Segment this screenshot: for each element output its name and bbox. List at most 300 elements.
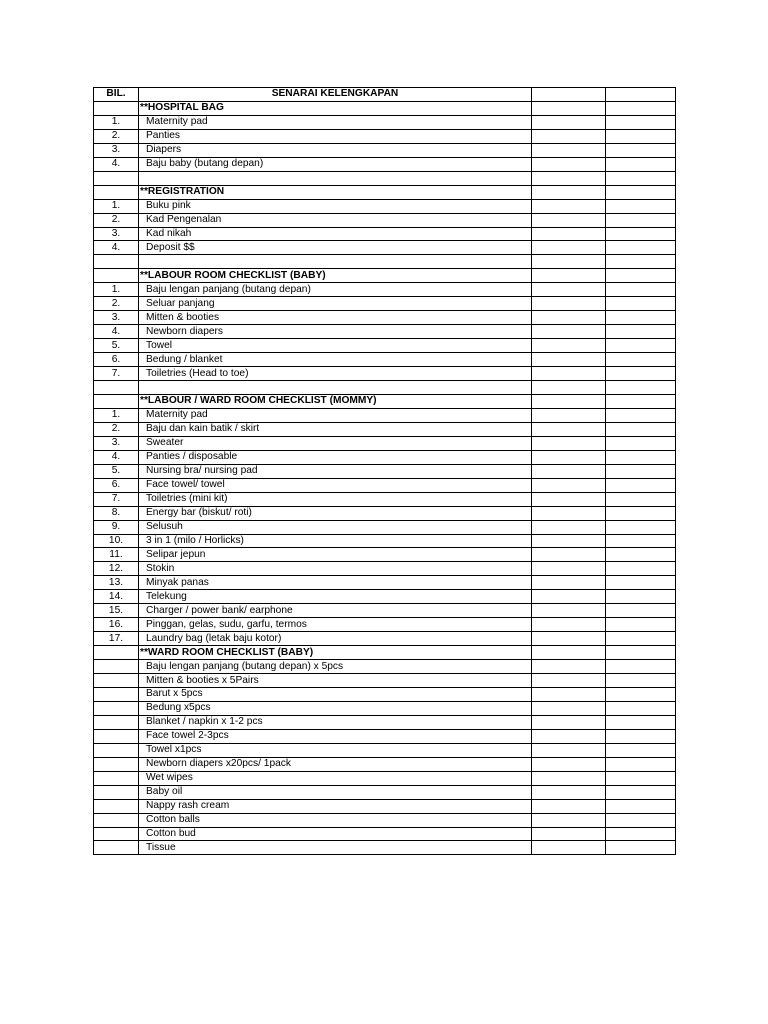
check-cell — [606, 687, 676, 701]
item-number — [94, 687, 139, 701]
item-text: Cotton balls — [146, 814, 200, 826]
section-title-cell — [139, 185, 532, 199]
blank-row — [94, 171, 676, 185]
item-number — [94, 715, 139, 729]
item-number: 6. — [94, 478, 139, 492]
check-cell — [532, 283, 606, 297]
item-text: Maternity pad — [146, 116, 208, 128]
check-cell — [606, 841, 676, 855]
section-title-cell — [139, 394, 532, 408]
check-cell — [606, 590, 676, 604]
check-cell — [606, 632, 676, 646]
blank-cell — [94, 255, 139, 269]
table-row — [94, 227, 676, 241]
item-text: Bedung x5pcs — [146, 702, 211, 714]
check-cell — [606, 297, 676, 311]
item-cell — [139, 729, 532, 743]
check-cell — [532, 115, 606, 129]
table-row — [94, 213, 676, 227]
check-cell — [532, 534, 606, 548]
check-cell — [606, 799, 676, 813]
item-cell — [139, 436, 532, 450]
header-check-column-2 — [606, 88, 676, 102]
check-cell — [532, 450, 606, 464]
table-row — [94, 813, 676, 827]
check-cell — [532, 674, 606, 688]
item-text: Selusuh — [146, 521, 183, 533]
item-text: Blanket / napkin x 1-2 pcs — [146, 716, 263, 728]
check-cell — [606, 729, 676, 743]
item-text: Deposit $$ — [146, 241, 195, 253]
table-row — [94, 506, 676, 520]
item-text: Maternity pad — [146, 409, 208, 421]
check-cell — [606, 757, 676, 771]
table-row — [94, 841, 676, 855]
check-cell — [532, 394, 606, 408]
check-cell — [532, 101, 606, 115]
item-text: Telekung — [146, 590, 187, 602]
check-cell — [606, 227, 676, 241]
check-cell — [532, 478, 606, 492]
check-cell — [532, 729, 606, 743]
section-row — [94, 646, 676, 660]
item-number: 6. — [94, 353, 139, 367]
check-cell — [606, 241, 676, 255]
item-number — [94, 841, 139, 855]
item-number: 8. — [94, 506, 139, 520]
check-cell — [532, 701, 606, 715]
item-cell — [139, 799, 532, 813]
item-cell — [139, 534, 532, 548]
check-cell — [532, 408, 606, 422]
table-row — [94, 115, 676, 129]
item-text: Buku pink — [146, 200, 191, 212]
check-cell — [532, 618, 606, 632]
item-text: Seluar panjang — [146, 297, 215, 309]
checklist-table — [93, 87, 676, 855]
check-cell — [532, 269, 606, 283]
item-text: Laundry bag (letak baju kotor) — [146, 632, 282, 644]
item-cell — [139, 143, 532, 157]
check-cell — [606, 115, 676, 129]
item-cell — [139, 660, 532, 674]
header-bil: BIL. — [94, 88, 139, 102]
item-cell — [139, 562, 532, 576]
table-row — [94, 632, 676, 646]
item-cell — [139, 213, 532, 227]
section-row — [94, 185, 676, 199]
check-cell — [532, 604, 606, 618]
item-cell — [139, 757, 532, 771]
section-bil-cell — [94, 646, 139, 660]
item-cell — [139, 129, 532, 143]
check-cell — [532, 353, 606, 367]
item-text: Minyak panas — [146, 576, 209, 588]
check-cell — [606, 674, 676, 688]
check-cell — [532, 743, 606, 757]
check-cell — [532, 576, 606, 590]
item-text: Kad Pengenalan — [146, 214, 222, 226]
check-cell — [606, 771, 676, 785]
check-cell — [532, 520, 606, 534]
blank-cell — [139, 171, 532, 185]
check-cell — [606, 143, 676, 157]
check-cell — [532, 590, 606, 604]
item-text: Baby oil — [146, 786, 183, 798]
check-cell — [606, 353, 676, 367]
item-cell — [139, 674, 532, 688]
check-cell — [532, 506, 606, 520]
check-cell — [606, 450, 676, 464]
check-cell — [606, 743, 676, 757]
check-cell — [532, 297, 606, 311]
blank-cell — [94, 171, 139, 185]
item-number — [94, 757, 139, 771]
check-cell — [606, 492, 676, 506]
section-title: **LABOUR / WARD ROOM CHECKLIST (MOMMY) — [140, 395, 377, 407]
item-cell — [139, 227, 532, 241]
check-cell — [532, 632, 606, 646]
table-row — [94, 729, 676, 743]
item-text: Cotton bud — [146, 827, 196, 839]
item-cell — [139, 590, 532, 604]
table-row — [94, 367, 676, 381]
item-number — [94, 743, 139, 757]
check-cell — [606, 701, 676, 715]
table-row — [94, 715, 676, 729]
table-row — [94, 590, 676, 604]
blank-row — [94, 381, 676, 395]
blank-cell — [532, 381, 606, 395]
item-number: 2. — [94, 422, 139, 436]
check-cell — [532, 827, 606, 841]
check-cell — [606, 213, 676, 227]
check-cell — [532, 157, 606, 171]
check-cell — [606, 534, 676, 548]
section-bil-cell — [94, 185, 139, 199]
check-cell — [532, 185, 606, 199]
item-number — [94, 771, 139, 785]
item-text: Selipar jepun — [146, 548, 206, 560]
check-cell — [606, 199, 676, 213]
item-number: 3. — [94, 311, 139, 325]
item-text: Bedung / blanket — [146, 353, 223, 365]
item-cell — [139, 743, 532, 757]
check-cell — [606, 548, 676, 562]
check-cell — [532, 464, 606, 478]
item-cell — [139, 353, 532, 367]
table-row — [94, 562, 676, 576]
check-cell — [606, 367, 676, 381]
table-row — [94, 757, 676, 771]
check-cell — [606, 325, 676, 339]
item-cell — [139, 492, 532, 506]
header-title: SENARAI KELENGKAPAN — [139, 88, 532, 102]
item-number — [94, 660, 139, 674]
section-bil-cell — [94, 269, 139, 283]
item-cell — [139, 478, 532, 492]
blank-row — [94, 255, 676, 269]
table-row — [94, 283, 676, 297]
item-number: 16. — [94, 618, 139, 632]
table-row — [94, 743, 676, 757]
item-number: 7. — [94, 492, 139, 506]
item-number — [94, 701, 139, 715]
item-cell — [139, 157, 532, 171]
blank-cell — [606, 381, 676, 395]
section-title-cell — [139, 646, 532, 660]
item-number: 13. — [94, 576, 139, 590]
check-cell — [606, 506, 676, 520]
item-text: Newborn diapers — [146, 325, 224, 337]
item-number: 17. — [94, 632, 139, 646]
item-text: Face towel 2-3pcs — [146, 730, 229, 742]
check-cell — [532, 785, 606, 799]
check-cell — [532, 715, 606, 729]
item-number: 3. — [94, 143, 139, 157]
item-text: Towel — [146, 339, 173, 351]
item-text: Pinggan, gelas, sudu, garfu, termos — [146, 618, 307, 630]
item-number: 11. — [94, 548, 139, 562]
item-cell — [139, 841, 532, 855]
table-row — [94, 297, 676, 311]
item-cell — [139, 464, 532, 478]
check-cell — [532, 227, 606, 241]
blank-cell — [94, 381, 139, 395]
item-cell — [139, 325, 532, 339]
item-number: 3. — [94, 227, 139, 241]
item-text: Stokin — [146, 562, 175, 574]
table-row — [94, 464, 676, 478]
table-row — [94, 687, 676, 701]
item-cell — [139, 632, 532, 646]
item-number: 4. — [94, 325, 139, 339]
section-title: **LABOUR ROOM CHECKLIST (BABY) — [140, 269, 326, 281]
section-title: **WARD ROOM CHECKLIST (BABY) — [140, 646, 314, 658]
check-cell — [606, 785, 676, 799]
table-row — [94, 618, 676, 632]
item-number — [94, 827, 139, 841]
section-bil-cell — [94, 101, 139, 115]
checklist-body — [94, 101, 676, 854]
table-row — [94, 450, 676, 464]
check-cell — [606, 562, 676, 576]
check-cell — [606, 660, 676, 674]
item-cell — [139, 701, 532, 715]
table-row — [94, 157, 676, 171]
check-cell — [606, 576, 676, 590]
item-number: 10. — [94, 534, 139, 548]
blank-cell — [139, 255, 532, 269]
header-check-column-1 — [532, 88, 606, 102]
item-number: 15. — [94, 604, 139, 618]
item-number: 4. — [94, 241, 139, 255]
check-cell — [532, 646, 606, 660]
check-cell — [532, 548, 606, 562]
check-cell — [532, 813, 606, 827]
table-row — [94, 576, 676, 590]
item-text: Face towel/ towel — [146, 479, 225, 491]
check-cell — [606, 129, 676, 143]
item-cell — [139, 450, 532, 464]
table-row — [94, 143, 676, 157]
table-row — [94, 353, 676, 367]
check-cell — [606, 827, 676, 841]
item-cell — [139, 506, 532, 520]
item-cell — [139, 771, 532, 785]
item-text: Baju lengan panjang (butang depan) x 5pcs — [146, 660, 344, 672]
item-cell — [139, 827, 532, 841]
table-row — [94, 548, 676, 562]
item-number — [94, 799, 139, 813]
blank-cell — [532, 171, 606, 185]
item-cell — [139, 339, 532, 353]
table-row — [94, 199, 676, 213]
section-row — [94, 101, 676, 115]
item-text: Charger / power bank/ earphone — [146, 604, 293, 616]
item-text: Barut x 5pcs — [146, 688, 203, 700]
table-row — [94, 129, 676, 143]
check-cell — [532, 799, 606, 813]
item-number: 14. — [94, 590, 139, 604]
item-cell — [139, 297, 532, 311]
item-text: Panties / disposable — [146, 451, 238, 463]
blank-cell — [532, 255, 606, 269]
item-cell — [139, 367, 532, 381]
item-cell — [139, 687, 532, 701]
check-cell — [532, 143, 606, 157]
check-cell — [532, 436, 606, 450]
check-cell — [532, 771, 606, 785]
check-cell — [606, 646, 676, 660]
item-text: Tissue — [146, 841, 176, 853]
table-row — [94, 660, 676, 674]
table-row — [94, 799, 676, 813]
section-row — [94, 394, 676, 408]
check-cell — [532, 241, 606, 255]
table-row — [94, 436, 676, 450]
item-number — [94, 729, 139, 743]
table-row — [94, 520, 676, 534]
item-cell — [139, 715, 532, 729]
check-cell — [606, 604, 676, 618]
table-row — [94, 534, 676, 548]
table-row — [94, 422, 676, 436]
item-number: 12. — [94, 562, 139, 576]
item-number: 5. — [94, 464, 139, 478]
section-row — [94, 269, 676, 283]
item-text: Baju dan kain batik / skirt — [146, 423, 260, 435]
item-number: 5. — [94, 339, 139, 353]
item-cell — [139, 785, 532, 799]
item-number — [94, 813, 139, 827]
check-cell — [532, 562, 606, 576]
check-cell — [606, 618, 676, 632]
item-text: Nappy rash cream — [146, 800, 230, 812]
item-number: 7. — [94, 367, 139, 381]
item-number: 1. — [94, 408, 139, 422]
check-cell — [532, 660, 606, 674]
header-row — [94, 88, 676, 102]
check-cell — [606, 311, 676, 325]
check-cell — [606, 157, 676, 171]
check-cell — [606, 185, 676, 199]
check-cell — [532, 492, 606, 506]
item-cell — [139, 548, 532, 562]
table-row — [94, 785, 676, 799]
item-number — [94, 785, 139, 799]
table-row — [94, 604, 676, 618]
item-number: 4. — [94, 450, 139, 464]
item-text: Mitten & booties x 5Pairs — [146, 674, 259, 686]
item-text: Diapers — [146, 144, 182, 156]
check-cell — [606, 422, 676, 436]
item-number: 3. — [94, 436, 139, 450]
check-cell — [606, 408, 676, 422]
item-text: Sweater — [146, 437, 184, 449]
item-text: Kad nikah — [146, 228, 192, 239]
item-text: Panties — [146, 130, 180, 142]
item-number — [94, 674, 139, 688]
item-cell — [139, 618, 532, 632]
item-text: Nursing bra/ nursing pad — [146, 465, 258, 477]
item-cell — [139, 115, 532, 129]
item-cell — [139, 311, 532, 325]
check-cell — [532, 129, 606, 143]
blank-cell — [606, 171, 676, 185]
item-cell — [139, 408, 532, 422]
table-row — [94, 674, 676, 688]
item-text: Energy bar (biskut/ roti) — [146, 507, 252, 519]
table-row — [94, 771, 676, 785]
item-text: Baju lengan panjang (butang depan) — [146, 283, 311, 295]
item-number: 9. — [94, 520, 139, 534]
check-cell — [606, 339, 676, 353]
check-cell — [606, 478, 676, 492]
item-number: 2. — [94, 213, 139, 227]
item-cell — [139, 283, 532, 297]
item-text: Baju baby (butang depan) — [146, 158, 264, 170]
check-cell — [532, 841, 606, 855]
table-row — [94, 492, 676, 506]
check-cell — [606, 715, 676, 729]
check-cell — [532, 213, 606, 227]
section-bil-cell — [94, 394, 139, 408]
item-number: 1. — [94, 199, 139, 213]
section-title: **REGISTRATION — [140, 186, 225, 198]
table-row — [94, 827, 676, 841]
blank-cell — [139, 381, 532, 395]
check-cell — [532, 339, 606, 353]
section-title-cell — [139, 101, 532, 115]
item-text: Toiletries (mini kit) — [146, 493, 228, 505]
check-cell — [606, 283, 676, 297]
table-row — [94, 408, 676, 422]
check-cell — [532, 367, 606, 381]
check-cell — [532, 687, 606, 701]
item-number: 4. — [94, 157, 139, 171]
item-cell — [139, 241, 532, 255]
item-cell — [139, 199, 532, 213]
item-cell — [139, 520, 532, 534]
item-number: 1. — [94, 115, 139, 129]
item-cell — [139, 576, 532, 590]
item-cell — [139, 813, 532, 827]
check-cell — [606, 394, 676, 408]
check-cell — [606, 464, 676, 478]
table-row — [94, 339, 676, 353]
table-row — [94, 701, 676, 715]
